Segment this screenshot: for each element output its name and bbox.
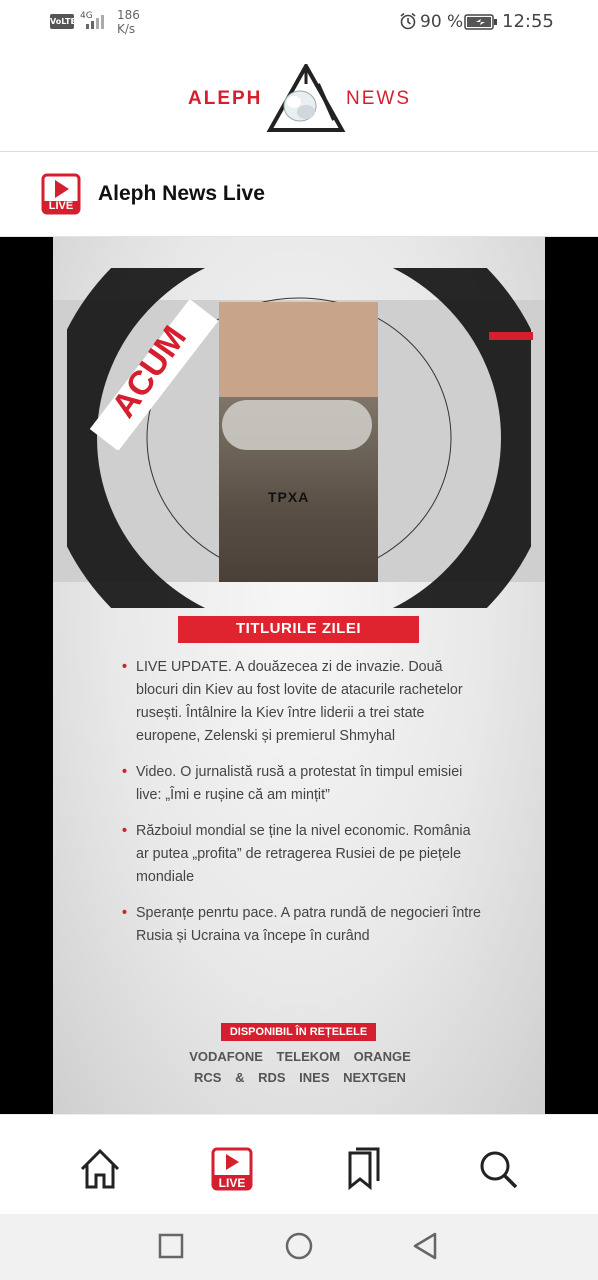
acum-text: ACUM [104, 319, 195, 425]
list-item: • LIVE UPDATE. A douăzecea zi de invazie. Două blocuri din Kiev au fost lovite de atacurile rachetelor rusești. Întâlnire la Kiev între liderii a trei state europene, Zelenski și premierul Shmyhal [122, 656, 482, 748]
live-corner-badge [489, 332, 533, 340]
clock: 12:55 [502, 11, 554, 32]
list-item: • Video. O jurnalistă rusă a protestat în timpul emisiei live: „Îmi e rușine că am mințit” [122, 761, 482, 807]
bookmarks-icon [334, 1139, 394, 1199]
speed-unit: K/s [117, 22, 136, 36]
brand-left-text: ALEPH [188, 88, 263, 109]
search-icon [468, 1139, 528, 1199]
headlines-list [122, 656, 482, 961]
network-speed [117, 8, 140, 36]
available-label: DISPONIBIL ÎN REȚELELE [221, 1023, 376, 1041]
search-button[interactable] [468, 1139, 528, 1199]
acum-label [84, 300, 224, 450]
aleph-logo [266, 64, 346, 134]
back-triangle-icon [405, 1226, 445, 1266]
bookmarks-button[interactable] [334, 1139, 394, 1199]
clip-building [219, 302, 378, 397]
square-icon [151, 1226, 191, 1266]
list-item: • Războiul mondial se ține la nivel economic. România ar putea „profita” de retragerea Rusiei de pe piețele mondiale [122, 820, 482, 889]
brand-right-text: NEWS [346, 88, 411, 109]
recents-button[interactable] [151, 1226, 191, 1266]
back-button[interactable] [405, 1226, 445, 1266]
live-tab-button[interactable] [202, 1137, 262, 1197]
providers-line-2: RCS & RDS INES NEXTGEN [194, 1070, 406, 1085]
system-navigation-bar [0, 1214, 598, 1280]
speed-value: 186 [117, 8, 140, 22]
alarm-icon [399, 12, 417, 30]
home-icon [70, 1139, 130, 1199]
live-channel-title: Aleph News Live [98, 182, 265, 205]
battery-percent: 90 % [420, 12, 464, 32]
network-type: 4G [80, 11, 93, 21]
live-badge-text: LIVE [48, 200, 74, 212]
volte-badge: VoLTE [50, 14, 74, 29]
headline-title: TITLURILE ZILEI [236, 620, 361, 637]
clip-watermark: TPXA [268, 489, 310, 505]
home-system-button[interactable] [279, 1226, 319, 1266]
battery-icon [464, 14, 498, 30]
providers-line-1: VODAFONE TELEKOM ORANGE [189, 1049, 411, 1064]
clip-snow [222, 400, 372, 450]
live-channel-row[interactable] [0, 152, 598, 237]
home-button[interactable] [70, 1139, 130, 1199]
list-item: • Speranțe penrtu pace. A patra rundă de negocieri între Rusia și Ucraina va începe în curând [122, 902, 482, 948]
circle-icon [279, 1226, 319, 1266]
live-tab-label: LIVE [218, 1176, 246, 1190]
signal-icon [86, 12, 108, 30]
bottom-navigation [0, 1114, 598, 1215]
